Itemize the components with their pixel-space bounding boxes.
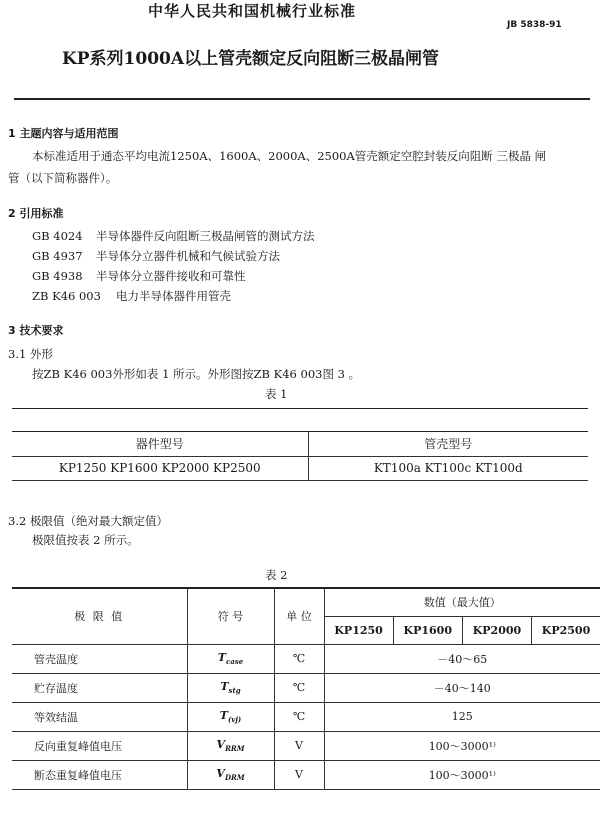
table-2 xyxy=(12,588,600,790)
table-2-symbol xyxy=(187,702,274,731)
table-1-header-package: 管壳型号 xyxy=(308,432,588,456)
table-2-symbol xyxy=(187,760,274,789)
table-2-header-values: 数值（最大值） xyxy=(324,588,600,616)
table-2-value: 125 xyxy=(324,702,600,731)
table-2-unit: ℃ xyxy=(274,673,324,702)
section-3-2-heading: 3.2 极限值（绝对最大额定值） xyxy=(8,514,168,528)
section-1-heading: 1 主题内容与适用范围 xyxy=(8,127,119,140)
table-2-model: KP1600 xyxy=(393,616,462,644)
reference-item xyxy=(32,248,280,264)
table-row xyxy=(12,456,588,480)
table-2-model: KP2000 xyxy=(462,616,531,644)
symbol-base: T xyxy=(217,650,226,664)
table-row xyxy=(12,644,600,673)
symbol-subscript: DRM xyxy=(224,773,245,783)
table-1-top-rule xyxy=(12,408,588,409)
section-2-heading: 2 引用标准 xyxy=(8,207,64,220)
section-1-body-line1: 本标准适用于通态平均电流1250A、1600A、2000A、2500A管壳额定空腔封装反向阻断 三极晶 闸 xyxy=(32,149,547,163)
symbol-subscript: case xyxy=(225,657,244,667)
reference-title: 电力半导体器件用管壳 xyxy=(116,289,231,303)
section-3-heading: 3 技术要求 xyxy=(8,324,64,337)
table-2-param-name: 反向重复峰值电压 xyxy=(12,731,187,760)
symbol-subscript: RRM xyxy=(225,744,245,754)
table-2-unit: V xyxy=(274,731,324,760)
table-2-value: 100～3000¹⁾ xyxy=(324,731,600,760)
document-title: KP系列1000A以上管壳额定反向阻断三极晶闸管 xyxy=(62,49,440,69)
table-1 xyxy=(12,432,588,481)
table-2-param-name: 贮存温度 xyxy=(12,673,187,702)
reference-title: 半导体器件反向阻断三极晶闸管的测试方法 xyxy=(96,229,315,243)
table-2-value: 100～3000¹⁾ xyxy=(324,760,600,789)
table-2-model: KP2500 xyxy=(532,616,600,644)
table-row xyxy=(12,432,588,456)
table-2-header-unit: 单 位 xyxy=(274,588,324,644)
symbol-subscript: (vj) xyxy=(227,715,242,725)
symbol-base: T xyxy=(219,708,228,722)
reference-item xyxy=(32,288,231,304)
reference-item xyxy=(32,268,246,284)
table-2-header-limit: 极 限 值 xyxy=(12,588,187,644)
table-row xyxy=(12,702,600,731)
table-row xyxy=(12,760,600,789)
table-1-header-device: 器件型号 xyxy=(12,432,308,456)
table-2-caption: 表 2 xyxy=(265,568,288,582)
reference-code: GB 4024 xyxy=(32,229,83,243)
section-3-1-heading: 3.1 外形 xyxy=(8,347,53,361)
table-2-symbol xyxy=(187,644,274,673)
section-1-body-line2: 管（以下简称器件）。 xyxy=(8,171,118,185)
table-2-param-name: 管壳温度 xyxy=(12,644,187,673)
table-2-model: KP1250 xyxy=(324,616,393,644)
title-divider xyxy=(14,98,590,100)
reference-item xyxy=(32,228,315,244)
reference-code: GB 4937 xyxy=(32,249,83,263)
table-1-cell-package: KT100a KT100c KT100d xyxy=(308,456,588,480)
table-1-caption: 表 1 xyxy=(265,387,288,401)
section-3-2-body: 极限值按表 2 所示。 xyxy=(32,533,139,547)
org-title: 中华人民共和国机械行业标准 xyxy=(148,2,357,20)
table-2-unit: ℃ xyxy=(274,644,324,673)
table-2-value: －40～65 xyxy=(324,644,600,673)
table-2-value: －40～140 xyxy=(324,673,600,702)
standard-number: JB 5838-91 xyxy=(507,20,562,30)
table-2-param-name: 等效结温 xyxy=(12,702,187,731)
table-2-symbol xyxy=(187,673,274,702)
section-3-1-body: 按ZB K46 003外形如表 1 所示。外形图按ZB K46 003图 3 。 xyxy=(32,367,361,381)
reference-title: 半导体分立器件机械和气候试验方法 xyxy=(96,249,280,263)
symbol-base: T xyxy=(220,679,229,693)
table-row xyxy=(12,673,600,702)
symbol-base: V xyxy=(216,737,226,751)
reference-code: GB 4938 xyxy=(32,269,83,283)
table-2-header-symbol: 符 号 xyxy=(187,588,274,644)
table-2-unit: V xyxy=(274,760,324,789)
table-row xyxy=(12,588,600,616)
symbol-base: V xyxy=(216,766,225,780)
table-2-symbol xyxy=(187,731,274,760)
reference-code: ZB K46 003 xyxy=(32,289,101,303)
table-2-param-name: 断态重复峰值电压 xyxy=(12,760,187,789)
table-row xyxy=(12,731,600,760)
table-1-cell-device: KP1250 KP1600 KP2000 KP2500 xyxy=(12,456,308,480)
symbol-subscript: stg xyxy=(228,686,241,696)
table-2-unit: ℃ xyxy=(274,702,324,731)
reference-title: 半导体分立器件接收和可靠性 xyxy=(96,269,246,283)
